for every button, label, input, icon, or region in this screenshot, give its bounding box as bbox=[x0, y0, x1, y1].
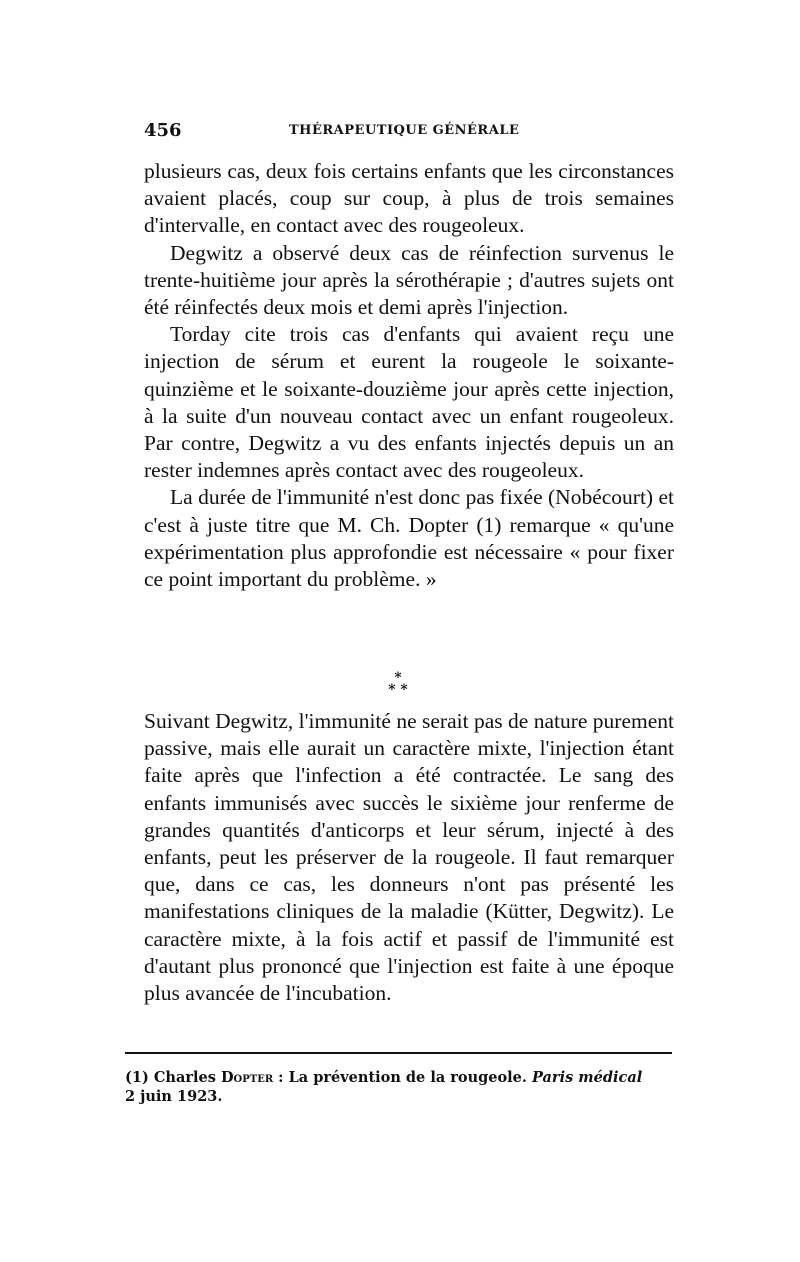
body-text-section-1 bbox=[144, 158, 674, 593]
page-number: 456 bbox=[144, 120, 182, 141]
footnote-date: 2 juin 1923. bbox=[125, 1088, 223, 1105]
paragraph: Torday cite trois cas d'enfants qui avaient reçu une injection de sérum et eurent la rougeole le soixante-quinzième et le soixante-douzième jour après cette injection, à la suite d'un nouveau contact avec un enfant rougeoleux. Par contre, Degwitz a vu des enfants injectés depuis un an rester indemnes après contact avec des rougeoleux. bbox=[144, 322, 674, 483]
footnote-rule bbox=[125, 1052, 672, 1054]
footnote-title: La prévention de la rougeole. bbox=[288, 1069, 527, 1086]
asterism bbox=[378, 672, 418, 696]
paragraph: Suivant Degwitz, l'immunité ne serait pas de nature purement passive, mais elle aurait un caractère mixte, l'injection étant faite après que l'infection a été contractée. Le sang des enfants immunisés avec succès le sixième jour renferme de grandes quantités d'anticorps et leur sérum, injecté à des enfants, peut les préserver de la rougeole. Il faut remarquer que, dans ce cas, les donneurs n'ont pas présenté les manifestations cliniques de la maladie (Kütter, Degwitz). Le caractère mixte, à la fois actif et passif de l'immunité est d'autant plus prononcé que l'injection est faite à une époque plus avancée de l'incubation. bbox=[144, 709, 674, 1006]
paragraph: plusieurs cas, deux fois certains enfants que les circonstances avaient placés, coup sur coup, à plus de trois semaines d'intervalle, en contact avec des rougeoleux. bbox=[144, 159, 674, 238]
footnote bbox=[125, 1068, 685, 1106]
paragraph: La durée de l'immunité n'est donc pas fixée (Nobécourt) et c'est à juste titre que M. Ch. Dopter (1) remarque « qu'une expérimentation plus approfondie est nécessaire « pour fixer ce point important du problème. » bbox=[144, 485, 674, 592]
footnote-marker: (1) bbox=[125, 1069, 149, 1086]
paragraph: Degwitz a observé deux cas de réinfection survenus le trente-huitième jour après la sérothérapie ; d'autres sujets ont été réinfectés deux mois et demi après l'injection. bbox=[144, 240, 674, 320]
footnote-journal: Paris médical bbox=[532, 1069, 643, 1086]
running-head: THÉRAPEUTIQUE GÉNÉRALE bbox=[289, 123, 520, 138]
asterism-bottom: * * bbox=[388, 682, 408, 698]
body-text-section-2 bbox=[144, 708, 674, 1007]
footnote-author-last: Dopter : bbox=[220, 1069, 284, 1086]
footnote-author-first: Charles bbox=[153, 1069, 216, 1086]
asterism-top: * bbox=[394, 670, 402, 686]
page-header bbox=[144, 120, 674, 144]
